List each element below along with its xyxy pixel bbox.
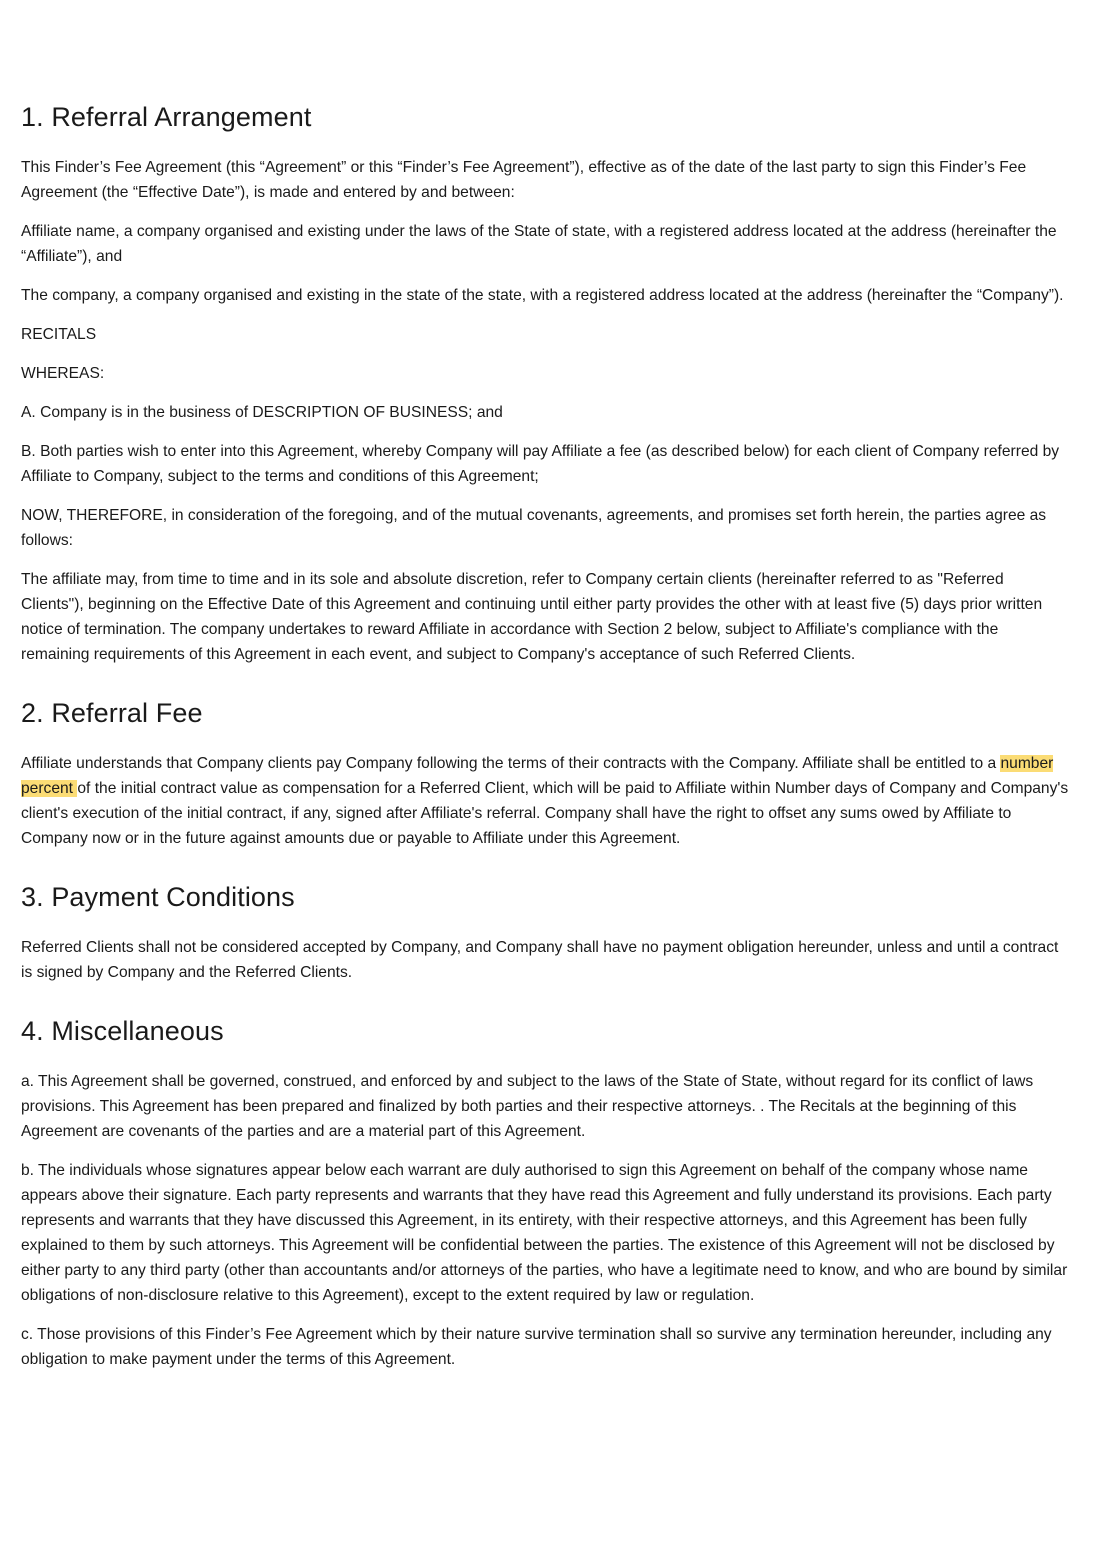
paragraph-company: The company, a company organised and existing in the state of the state, with a registered address located at the address (hereinafter the “Company”).	[21, 287, 1064, 304]
highlighted-placeholder[interactable]: number percent	[21, 755, 1054, 797]
paragraph-intro: This Finder’s Fee Agreement (this “Agreement” or this “Finder’s Fee Agreement”), effective as of the date of the last party to sign this Finder’s Fee Agreement (the “Effective Date”), is made and entered by and between:	[21, 159, 1027, 201]
paragraph-misc-c: c. Those provisions of this Finder’s Fee Agreement which by their nature survive termination shall so survive any termination hereunder, including any obligation to make payment under the terms of this Agreement.	[21, 1326, 1052, 1368]
section-payment-conditions	[21, 880, 1070, 985]
paragraph-recital-b: B. Both parties wish to enter into this Agreement, whereby Company will pay Affiliate a fee (as described below) for each client of Company referred by Affiliate to Company, subject to the terms and conditions of this Agreement;	[21, 443, 1060, 485]
paragraph-now-therefore: NOW, THEREFORE, in consideration of the foregoing, and of the mutual covenants, agreements, and promises set forth herein, the parties agree as follows:	[21, 507, 1047, 549]
fee-text-after: of the initial contract value as compensation for a Referred Client, which will be paid to Affiliate within Number days of Company and Company's client's execution of the initial contract, if any, signed after Affiliate's referral. Company shall have the right to offset any sums owed by Affiliate to Company now or in the future against amounts due or payable to Affiliate under this Agreement.	[21, 780, 1069, 847]
paragraph-whereas: WHEREAS:	[21, 365, 105, 382]
paragraph-recital-a: A. Company is in the business of DESCRIPTION OF BUSINESS; and	[21, 404, 503, 421]
paragraph-payment: Referred Clients shall not be considered accepted by Company, and Company shall have no payment obligation hereunder, unless and until a contract is signed by Company and the Referred Clients.	[21, 939, 1059, 981]
paragraph-misc-a: a. This Agreement shall be governed, construed, and enforced by and subject to the laws of the State of State, without regard for its conflict of laws provisions. This Agreement has been prepared and finalized by both parties and their respective attorneys. . The Recitals at the beginning of this Agreement are covenants of the parties and are a material part of this Agreement.	[21, 1073, 1034, 1140]
fee-text-before: Affiliate understands that Company clients pay Company following the terms of their contracts with the Company. Affiliate shall be entitled to a	[21, 755, 1001, 772]
section-heading: 3. Payment Conditions	[21, 882, 295, 912]
section-referral-fee	[21, 696, 1070, 851]
section-heading: 1. Referral Arrangement	[21, 102, 312, 132]
paragraph-referral-terms: The affiliate may, from time to time and in its sole and absolute discretion, refer to Company certain clients (hereinafter referred to as "Referred Clients"), beginning on the Effective Date of this Agreement and continuing until either party provides the other with at least five (5) days prior written notice of termination. The company undertakes to reward Affiliate in accordance with Section 2 below, subject to Affiliate's compliance with the remaining requirements of this Agreement in each event, and subject to Company's acceptance of such Referred Clients.	[21, 571, 1043, 663]
paragraph-recitals: RECITALS	[21, 326, 97, 343]
section-heading: 2. Referral Fee	[21, 698, 203, 728]
paragraph-misc-b: b. The individuals whose signatures appear below each warrant are duly authorised to sign this Agreement on behalf of the company whose name appears above their signature. Each party represents and warrants that they have read this Agreement and fully understand its provisions. Each party represents and warrants that they have discussed this Agreement, in its entirety, with their respective attorneys, and this Agreement has been fully explained to them by such attorneys. This Agreement will be confidential between the parties. The existence of this Agreement will not be disclosed by either party to any third party (other than accountants and/or attorneys of the parties, who have a legitimate need to know, and who are bound by similar obligations of non-disclosure relative to this Agreement), except to the extent required by law or regulation.	[21, 1162, 1068, 1304]
paragraph-affiliate: Affiliate name, a company organised and existing under the laws of the State of state, with a registered address located at the address (hereinafter the “Affiliate”), and	[21, 223, 1057, 265]
section-miscellaneous	[21, 1014, 1070, 1372]
section-heading: 4. Miscellaneous	[21, 1016, 224, 1046]
section-referral-arrangement	[21, 100, 1070, 667]
paragraph-fee	[21, 751, 1070, 851]
